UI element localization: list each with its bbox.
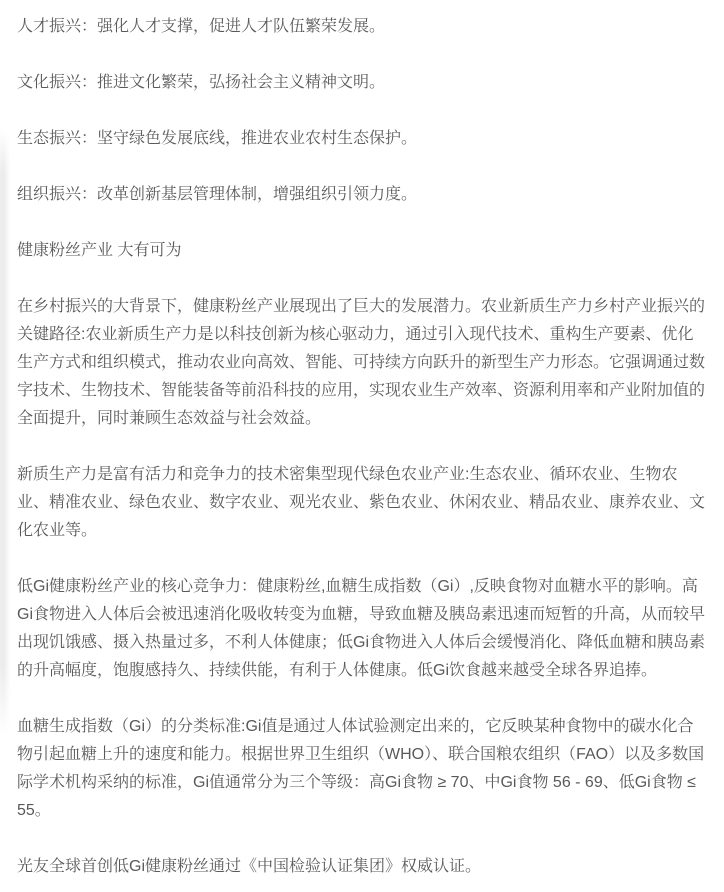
para-low-gi-competitiveness: 低Gi健康粉丝产业的核心竞争力：健康粉丝,血糖生成指数（Gi）,反映食物对血糖水平的影响。高Gi食物进入人体后会被迅速消化吸收转变为血糖，导致血糖及胰岛素迅速而短暂的升高，从而较早出现饥饿感、摄入热量过多，不利人体健康；低Gi食物进入人体后会缓慢消化、降低血糖和胰岛素的升高幅度，饱腹感持久、持续供能，有利于人体健康。低Gi饮食越来越受全球各界追捧。 [17, 578, 706, 679]
para-organization-revitalization: 组织振兴：改革创新基层管理体制，增强组织引领力度。 [17, 186, 418, 203]
heading-healthy-vermicelli-industry: 健康粉丝产业 大有可为 [17, 242, 182, 259]
para-industry-potential: 在乡村振兴的大背景下，健康粉丝产业展现出了巨大的发展潜力。农业新质生产力乡村产业振兴的关键路径:农业新质生产力是以科技创新为核心驱动力，通过引入现代技术、重构生产要素、优化生产方式和组织模式，推动农业向高效、智能、可持续方向跃升的新型生产力形态。它强调通过数字技术、生物技术、智能装备等前沿科技的应用，实现农业生产效率、资源利用率和产业附加值的全面提升，同时兼顾生态效益与社会效益。 [17, 298, 706, 427]
para-new-productivity-industries: 新质生产力是富有活力和竞争力的技术密集型现代绿色农业产业:生态农业、循环农业、生物农业、精准农业、绿色农业、数字农业、观光农业、紫色农业、休闲农业、精品农业、康养农业、文化农业等。 [17, 466, 706, 539]
para-certification: 光友全球首创低Gi健康粉丝通过《中国检验认证集团》权威认证。 [17, 858, 482, 875]
para-culture-revitalization: 文化振兴：推进文化繁荣，弘扬社会主义精神文明。 [17, 74, 386, 91]
para-ecology-revitalization: 生态振兴：坚守绿色发展底线，推进农业农村生态保护。 [17, 130, 418, 147]
para-talent-revitalization: 人才振兴：强化人才支撑，促进人才队伍繁荣发展。 [17, 18, 386, 35]
para-gi-classification-standard: 血糖生成指数（Gi）的分类标准:Gi值是通过人体试验测定出来的，它反映某种食物中的碳水化合物引起血糖上升的速度和能力。根据世界卫生组织（WHO）、联合国粮农组织（FAO）以及多数国际学术机构采纳的标准，Gi值通常分为三个等级：高Gi食物 ≥ 70、中Gi食物 56 - 69、低Gi食物 ≤ 55。 [17, 718, 705, 819]
